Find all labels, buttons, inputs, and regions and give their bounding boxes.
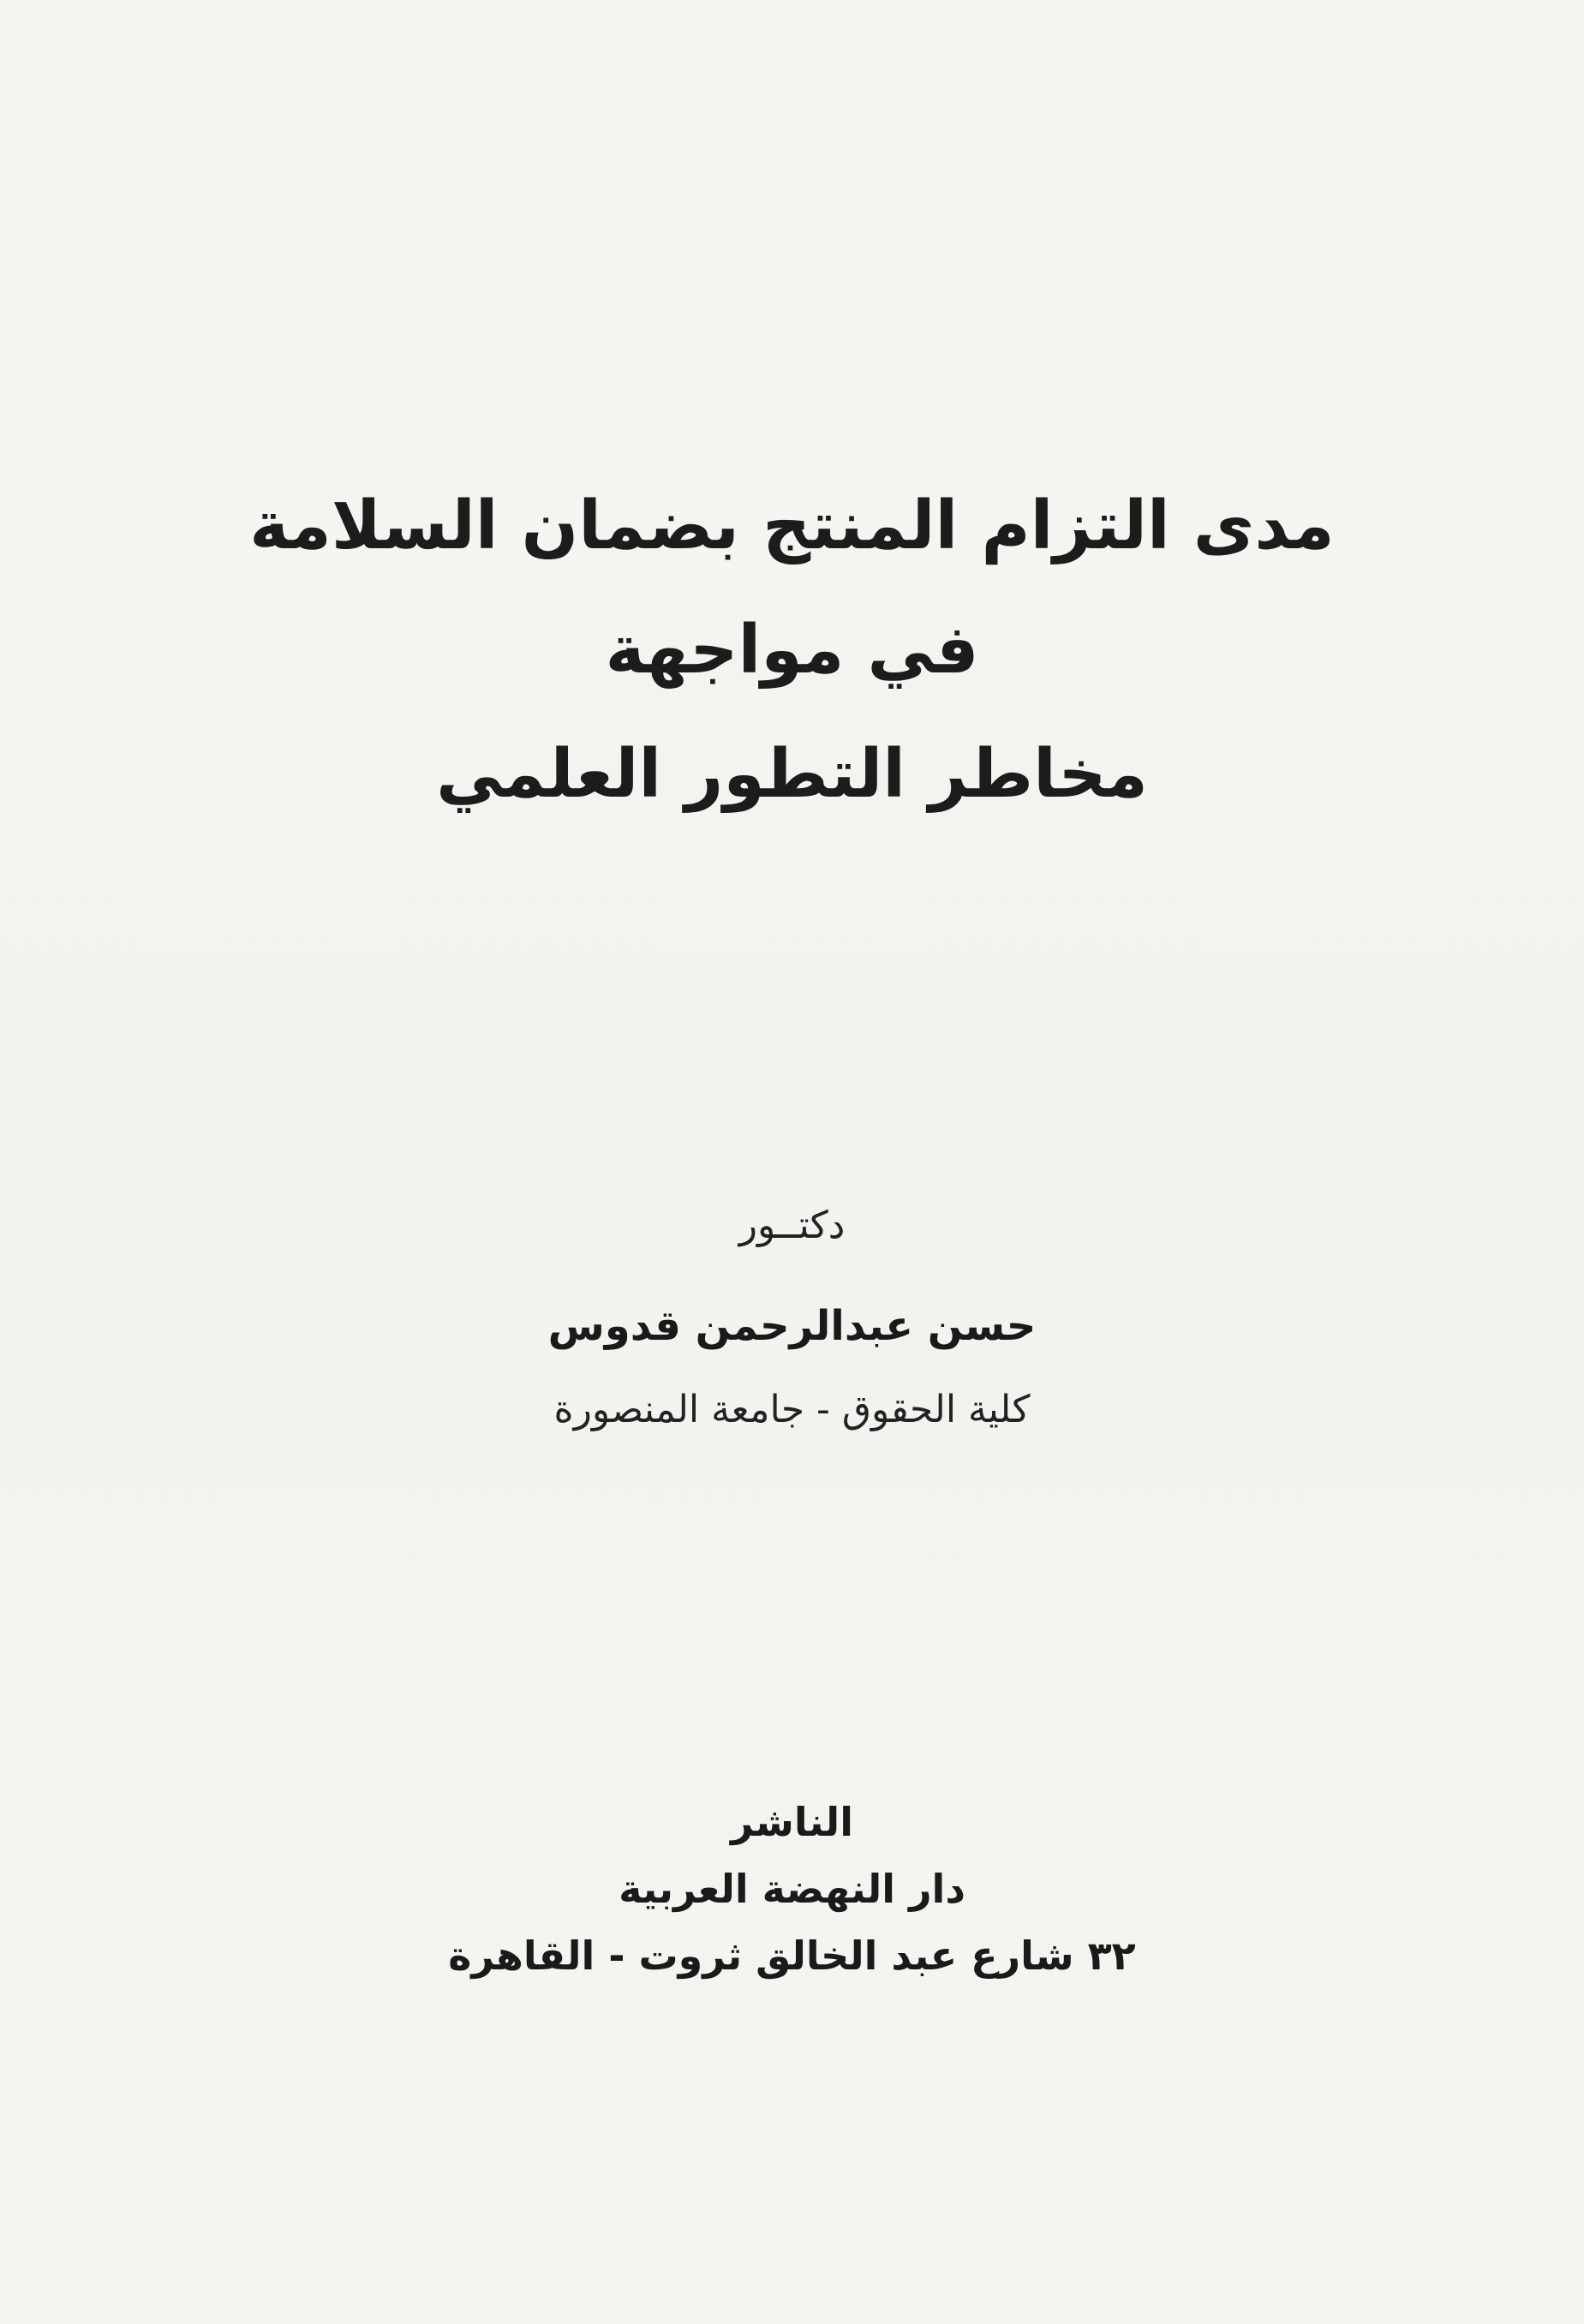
publisher-address: ٣٢ شارع عبد الخالق ثروت - القاهرة <box>448 1933 1136 1979</box>
title-line-2: في مواجهة <box>605 612 979 689</box>
author-affiliation: كلية الحقوق - جامعة المنصورة <box>553 1388 1031 1431</box>
author-academic-title: دكتــور <box>738 1204 846 1247</box>
publisher-label: الناشر <box>731 1799 853 1845</box>
author-name: حسن عبدالرحمن قدوس <box>547 1302 1037 1350</box>
title-line-3: مخاطر التطور العلمي <box>436 736 1148 813</box>
title-line-1: مدى التزام المنتج بضمان السلامة <box>249 487 1335 565</box>
publisher-name: دار النهضة العربية <box>619 1866 965 1912</box>
book-title <box>0 487 1584 865</box>
author-section <box>0 1204 1584 1456</box>
publisher-section <box>0 1799 1584 1999</box>
